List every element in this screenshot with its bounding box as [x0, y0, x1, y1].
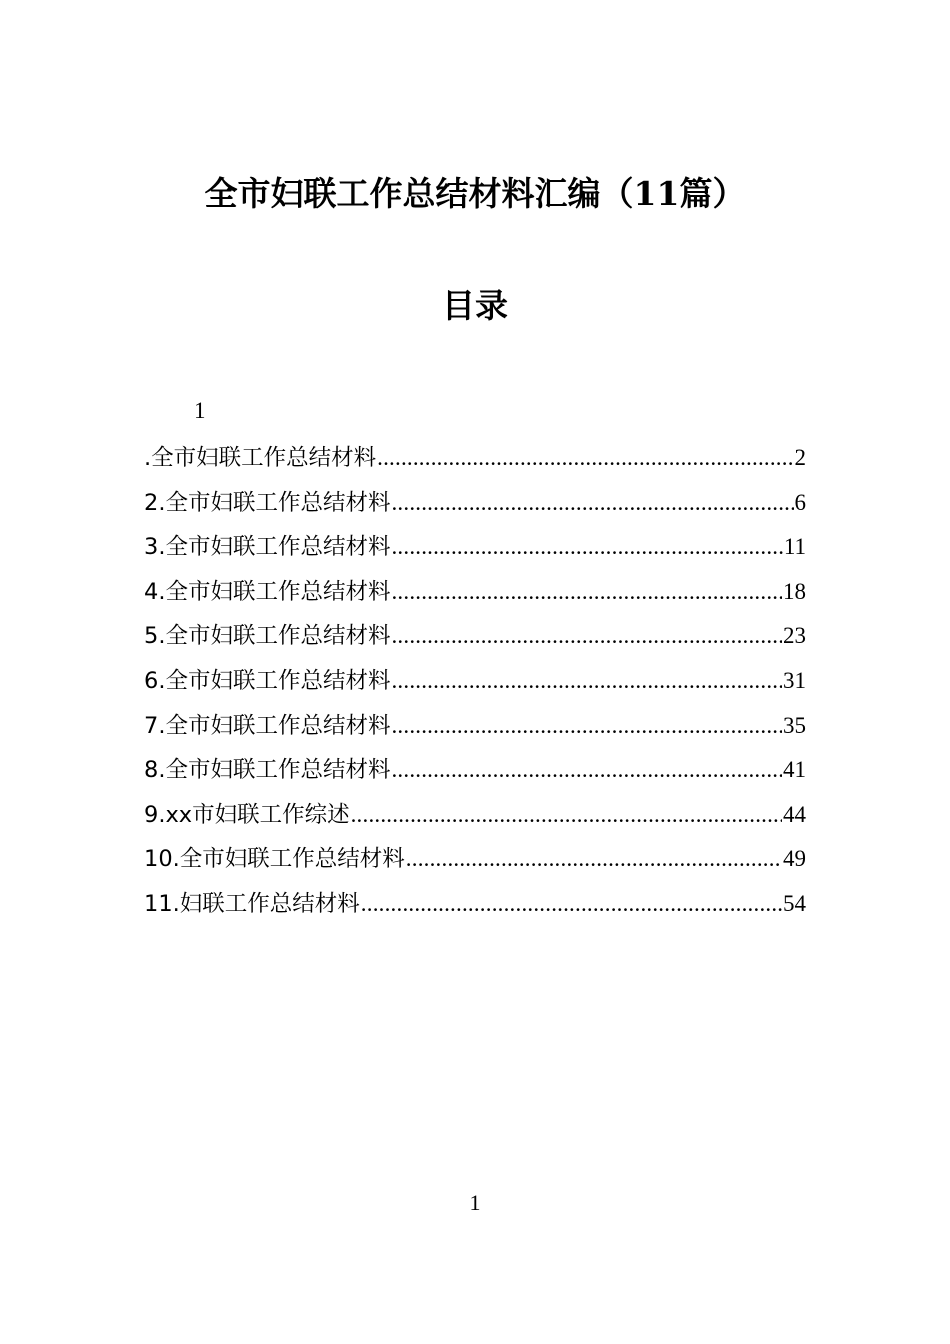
toc-entry-page: 6	[794, 489, 806, 515]
toc-entry-page: 41	[783, 757, 806, 783]
toc-leader-dots	[391, 570, 782, 615]
toc-entry-title: 4.全市妇联工作总结材料	[144, 578, 391, 605]
toc-entry-title: 8.全市妇联工作总结材料	[144, 757, 391, 784]
toc-entry-page: 11	[783, 534, 806, 560]
toc-entry-page: 2	[794, 445, 806, 470]
toc-entry[interactable]	[144, 436, 806, 481]
toc-entry[interactable]	[144, 614, 806, 659]
toc-entry-title: 6.全市妇联工作总结材料	[144, 667, 391, 694]
toc-leader-dots	[391, 704, 782, 749]
toc-entry[interactable]	[144, 882, 806, 927]
toc-entry-title: 7.全市妇联工作总结材料	[144, 712, 391, 739]
toc-entry[interactable]	[144, 704, 806, 749]
toc-entry-page: 18	[783, 578, 806, 604]
toc-stray-number: 1	[194, 398, 206, 423]
toc-entry-page: 49	[783, 846, 806, 872]
toc-leader-dots	[391, 659, 782, 704]
toc-entry[interactable]	[144, 481, 806, 526]
toc-entry[interactable]	[144, 659, 806, 704]
toc-entry-title: 10.全市妇联工作总结材料	[144, 846, 405, 873]
toc-leader-dots	[391, 525, 782, 570]
toc-entry-title: .全市妇联工作总结材料	[144, 445, 377, 471]
toc-leader-dots	[351, 793, 782, 838]
toc-heading: 目录	[442, 286, 508, 325]
toc-entry-title: 9.xx市妇联工作综述	[144, 801, 350, 828]
toc-entry[interactable]	[144, 837, 806, 882]
toc-entry-page: 31	[783, 667, 806, 693]
toc-entry-title: 5.全市妇联工作总结材料	[144, 623, 391, 650]
toc-entry-title: 2.全市妇联工作总结材料	[144, 489, 391, 516]
toc-leader-dots	[391, 614, 782, 659]
toc-entry[interactable]	[144, 570, 806, 615]
table-of-contents	[144, 436, 806, 927]
toc-entry-page: 23	[783, 623, 806, 649]
toc-leader-dots	[377, 436, 793, 481]
toc-leader-dots	[406, 837, 782, 882]
toc-entry-title: 3.全市妇联工作总结材料	[144, 534, 391, 561]
toc-entry-page: 35	[783, 712, 806, 738]
toc-entry-title: 11.妇联工作总结材料	[144, 890, 360, 917]
toc-entry-page: 54	[783, 890, 806, 916]
toc-entry[interactable]	[144, 748, 806, 793]
document-title: 全市妇联工作总结材料汇编（11篇）	[204, 174, 746, 213]
toc-leader-dots	[391, 748, 782, 793]
toc-entry[interactable]	[144, 525, 806, 570]
page-number: 1	[469, 1190, 481, 1215]
toc-entry-page: 44	[783, 801, 806, 827]
toc-leader-dots	[361, 882, 782, 927]
toc-leader-dots	[391, 481, 793, 526]
toc-entry[interactable]	[144, 793, 806, 838]
